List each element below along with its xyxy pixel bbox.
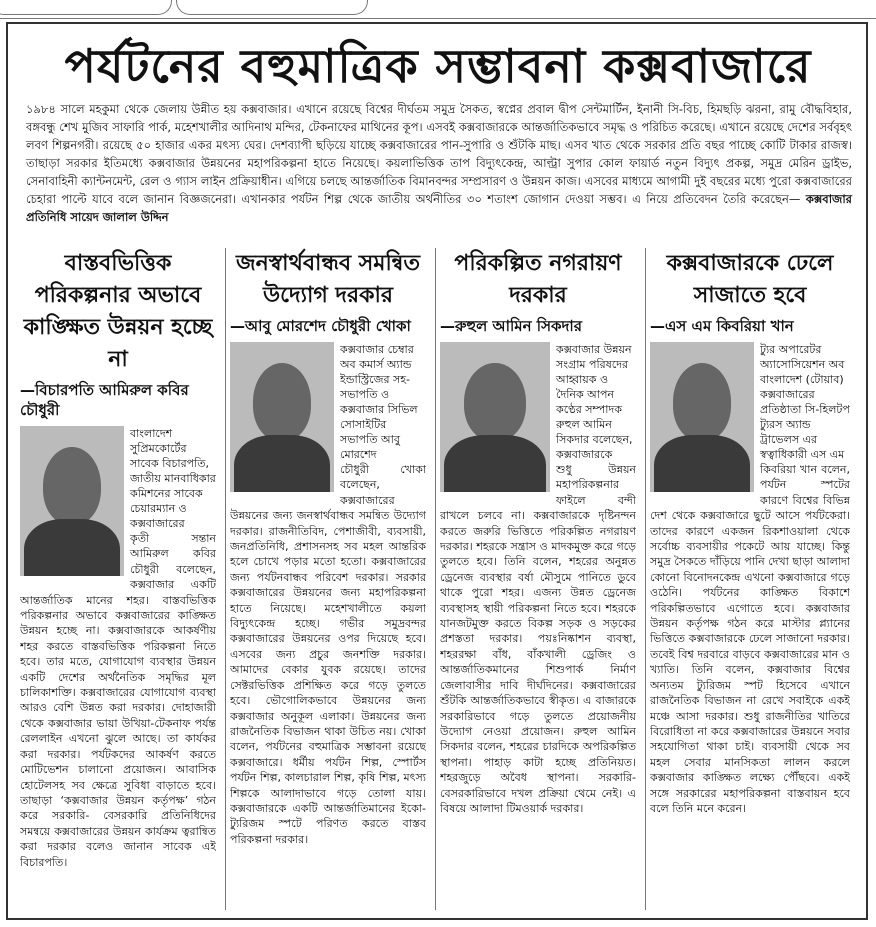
intro-paragraph xyxy=(26,100,852,226)
column-bio: ট্যুর অপারেটর অ্যাসোসিয়েশন অব বাংলাদেশ (টোয়াব) কক্সবাজারের প্রতিষ্ঠাতা সি-হিলটপ ট্যুরস অ্যান্ড ট্রাভেলস এর স্বত্বাধিকারী এস এম xyxy=(760,343,850,461)
tab-shape-right xyxy=(176,0,368,15)
column-4 xyxy=(650,248,850,910)
column-title: জনস্বার্থবান্ধব সমন্বিত উদ্যোগ দরকার xyxy=(235,251,420,308)
column-body: কৃতী সন্তান আমিরুল কবির চৌধুরী বলেছেন, কক্সবাজার একটি আন্তর্জাতিক মানের শহর। বাস্তবভিত্তিক পরিকল্পনার অভাবে কক্সবাজারের কাঙ্ক্ষিত উন্নয়ন হচ্ছে না। কক্সবাজারকে আকর্ষণীয় শহর করতে বাস্তবভিত্তিক পরিকল্পনা নিতে হবে। তার মতে, যোগাযোগ ব্যবস্থার উন্নয়ন একটি দেশের অর্থনৈতিক সমৃদ্ধির মূল চালিকাশক্তি। কক্সবাজারের যোগাযোগ ব্যবস্থা আরও বেশি উন্নত করা দরকার। দোহাজারী থেকে কক্সবাজার ভায়া উখিয়া-টেকনাফ পর্যন্ত রেললাইন এখনো ঝুলে আছে। তা কার্যকর করা দরকার। পর্যটকদের আকর্ষণ করতে মোটিভেশন চালানো প্রয়োজন। আবাসিক হোটেলসহ সব ক্ষেত্রে সুবিধা বাড়াতে হবে। তাছাড়া ‘কক্সবাজার উন্নয়ন কর্তৃপক্ষ’ গঠন করে সরকারি- বেসরকারি প্রতিনিধিদের সমন্বয়ে কক্সবাজারের উন্নয়ন কার্যক্রম ত্বরান্বিত করা দরকার বলেও জানান সাবেক এই বিচারপতি। xyxy=(20,532,216,869)
tab-shape-left xyxy=(0,0,172,15)
column-body: কিবরিয়া খান বলেন, পর্যটন স্পটের কারণে বিশ্বের বিভিন্ন দেশ থেকে কক্সবাজারে ছুটে আসে পর্যটকেরা। তাদের কারণে একজন রিকশাওয়ালা থেকে সর্বোচ্চ ব্যবসায়ীর পকেটে আয় যাচ্ছে। কিন্তু সমুদ্র সৈকতে দাঁড়িয়ে পানি দেখা ছাড়া আলাদা কোনো বিনোদনকেন্দ্র এখনো কক্সবাজারে গড়ে ওঠেনি। পর্যটনের কাঙ্ক্ষিত বিকাশে পরিকল্পিতভাবে এগোতে হবে। কক্সবাজার উন্নয়ন কর্তৃপক্ষ গঠন করে মাস্টার প্ল্যানের ভিত্তিতে কক্সবাজারকে ঢেলে সাজানো দরকার। তবেই বিশ্ব দরবারে বাড়বে কক্সবাজারের মান ও খ্যাতি। তিনি বলেন, কক্সবাজার বিশ্বের অন্যতম ট্যুরিজম স্পট হিসেবে এখানে রাজনৈতিক বিভাজন না রেখে সবাইকে একই মঞ্চে আসা দরকার। শুধু রাজনীতির খাতিরে বিরোধিতা না করে কক্সবাজারের উন্নয়নে সবার সহযোগিতা থাকা চাই। ব্যবসায়ী থেকে সব মহল সেবার মানসিকতা লালন করলে কক্সবাজার কাঙ্ক্ষিত লক্ষ্যে পৌঁছবে। একই সঙ্গে সরকারের মহাপরিকল্পনা বাস্তবায়ন হবে বলে তিনি মনে করেন। xyxy=(650,463,850,815)
column-bio: কক্সবাজার চেম্বার অব কমার্স অ্যান্ড ইন্ডাস্ট্রিজের সহ-সভাপতি ও কক্সবাজার সিভিল সোসাইটির সভাপতি আবু মোরশেদ xyxy=(340,343,418,461)
column-1 xyxy=(20,248,216,910)
column-3 xyxy=(440,248,636,910)
column-bio: কক্সবাজার উন্নয়ন সংগ্রাম পরিষদের আহ্বায়ক ও দৈনিক আপন কণ্ঠের সম্পাদক রুহুল আমিন সিকদার বলেছেন, কক্সবাজারকে xyxy=(556,343,633,461)
column-bio: বাংলাদেশ সুপ্রিমকোর্টের সাবেক বিচারপতি, জাতীয় মানবাধিকার কমিশনের সাবেক চেয়ারম্যান ও কক্সবাজারের xyxy=(130,427,216,530)
column-divider xyxy=(645,248,646,910)
column-body: শুধু উন্নয়ন মহাপরিকল্পনার ফাইলে বন্দী রাখলে চলবে না। কক্সবাজারকে দৃষ্টিনন্দন করতে জরুরি ভিত্তিতে পরিকল্পিত নগরায়ণ দরকার। শহরকে সন্ত্রাস ও মাদকমুক্ত করে গড়ে তুলতে হবে। তিনি বলেন, শহরের অনুন্নত ড্রেনেজ ব্যবস্থার বর্ষা মৌসুমে পানিতে ডুবে থাকে পুরো শহর। এজন্য উন্নত ড্রেনেজ ব্যবস্থাসহ স্থায়ী পরিকল্পনা নিতে হবে। শহরকে যানজটমুক্ত করতে বিকল্প সড়ক ও সড়কের প্রশস্ততা দরকার। পয়ঃনিষ্কাশন ব্যবস্থা, শহররক্ষা বাঁধ, বাঁকখালী ড্রেজিং ও আন্তর্জাতিকমানের শিশুপার্ক নির্মাণ জেলাবাসীর দাবি দীর্ঘদিনের। কক্সবাজারের শুঁটকি আন্তর্জাতিকভাবে স্বীকৃত। এ বাজারকে সরকারিভাবে গড়ে তুলতে প্রয়োজনীয় উদ্যোগ নেওয়া প্রয়োজন। রুহুল আমিন সিকদার বলেন, শহরের চারদিকে অপরিকল্পিত স্থাপনা। পাহাড় কাটা হচ্ছে প্রতিনিয়ত। শহরজুড়ে অবৈধ স্থাপনা। সরকারি-বেসরকারিভাবে দখল প্রক্রিয়া থেমে নেই। এ বিষয়ে আলাদা টিমওয়ার্ক দরকার। xyxy=(440,463,636,815)
portrait-photo xyxy=(230,342,334,492)
intro-text: ১৯৮৪ সালে মহকুমা থেকে জেলায় উন্নীত হয় কক্সবাজার। এখানে রয়েছে বিশ্বের দীর্ঘতম সমুদ্র সৈকত, স্বপ্নের প্রবাল দ্বীপ সেন্টমার্টিন, ইনানী সি-বিচ, হিমছড়ি ঝরনা, রামু বৌদ্ধবিহার, বঙ্গবন্ধু শেখ মুজিব সাফারি পার্ক, মহেশখালীর আদিনাথ মন্দির, টেকনাফের মাথিনের কূপ। এসবই কক্সবাজারকে আন্তর্জাতিকভাবে সমৃদ্ধ ও পরিচিত করেছে। এখানে রয়েছে দেশের সর্ববৃহৎ লবণ শিল্পনগরী। রয়েছে ৫০ হাজার একর মৎস্য ঘের। দেশব্যাপী ছড়িয়ে যাচ্ছে কক্সবাজারের পান-সুপারি ও শুঁটকি মাছ। এসব খাত থেকে সরকার প্রতি বছর পাচ্ছে কোটি টাকার রাজস্ব। তাছাড়া সরকার ইতিমধ্যে কক্সবাজার উন্নয়নের মহাপরিকল্পনা হাতে নিয়েছে। কয়লাভিত্তিক তাপ বিদ্যুৎকেন্দ্র, আল্ট্রা সুপার কোল ফায়ার্ড নতুন বিদ্যুৎ প্রকল্প, সমুদ্র মেরিন ড্রাইভ, সেনাবাহিনী ক্যান্টনমেন্ট, রেল ও গ্যাস লাইন প্রক্রিয়াধীন। এগিয়ে চলছে আন্তর্জাতিক বিমানবন্দর সম্প্রসারণ ও উন্নয়ন কাজ। এসবের মাধ্যমে আগামী দুই বছরের মধ্যে পুরো কক্সবাজারের চেহারা পাল্টে যাবে বলে জানান বিজ্ঞজনেরা। এখানকার পর্যটন শিল্প থেকে জাতীয় অর্থনীতির ৩০ শতাংশ জোগান দেওয়া সম্ভব। এ নিয়ে প্রতিবেদন তৈরি করেছেন— xyxy=(26,102,852,206)
portrait-photo xyxy=(440,342,550,492)
column-author: —এস এম কিবরিয়া খান xyxy=(650,317,794,335)
portrait-photo xyxy=(650,342,754,492)
column-title: কক্সবাজারকে ঢেলে সাজাতে হবে xyxy=(666,251,834,308)
portrait-photo xyxy=(20,426,124,576)
top-border xyxy=(0,0,876,19)
column-divider xyxy=(225,248,226,910)
column-divider xyxy=(435,248,436,910)
column-title: বাস্তবভিত্তিক পরিকল্পনার অভাবে কাঙ্ক্ষিত উন্নয়ন হচ্ছে না xyxy=(23,251,213,372)
headline: পর্যটনের বহুমাত্রিক সম্ভাবনা কক্সবাজারে xyxy=(64,39,812,93)
column-body: চৌধুরী খোকা বলেছেন, কক্সবাজারের উন্নয়নের জন্য জনস্বার্থবান্ধব সমন্বিত উদ্যোগ দরকার। রাজনীতিবিদ, পেশাজীবী, ব্যবসায়ী, জনপ্রতিনিধি, প্রশাসনসহ সব মহল আন্তরিক হলে চোখে পড়ার মতো হতো। কক্সবাজারের জন্য পর্যটনবান্ধব পরিবেশ দরকার। সরকার কক্সবাজারের উন্নয়নের জন্য মহাপরিকল্পনা হাতে নিয়েছে। মহেশখালীতে কয়লা বিদ্যুৎকেন্দ্র হচ্ছে। গভীর সমুদ্রবন্দর কক্সবাজারের উন্নয়নের ওপর দিয়েছে হবে। এসবের জন্য প্রচুর জনশক্তি দরকার। আমাদের বেকার যুবক রয়েছে। তাদের সেক্টরভিত্তিক প্রশিক্ষিত করে গড়ে তুলতে হবে। ভৌগোলিকভাবে উন্নয়নের জন্য কক্সবাজার অনুকূল এলাকা। উন্নয়নের জন্য রাজনৈতিক বিভাজন থাকা উচিত নয়। খোকা বলেন, পর্যটনের বহুমাত্রিক সম্ভাবনা রয়েছে কক্সবাজারে। ধর্মীয় পর্যটন শিল্প, স্পোর্টস পর্যটন শিল্প, কালচারাল শিল্প, কৃষি শিল্প, মৎস্য শিল্পকে আলাদাভাবে গড়ে তোলা যায়। কক্সবাজারকে একটি আন্তর্জাতিমানের ইকো-ট্যুরিজম স্পটে পরিণত করতে বাস্তব পরিকল্পনা দরকার। xyxy=(230,463,426,846)
intro-byline: কক্সবাজার প্রতিনিধি সায়েদ জালাল উদ্দিন xyxy=(26,192,852,224)
column-2 xyxy=(230,248,426,910)
column-author: —রুহুল আমিন সিকদার xyxy=(440,317,582,335)
column-title: পরিকল্পিত নগরায়ণ দরকার xyxy=(454,251,622,308)
column-author: —আবু মোরশেদ চৌধুরী খোকা xyxy=(230,317,411,335)
column-author: —বিচারপতি আমিরুল কবির চৌধুরী xyxy=(20,381,189,419)
